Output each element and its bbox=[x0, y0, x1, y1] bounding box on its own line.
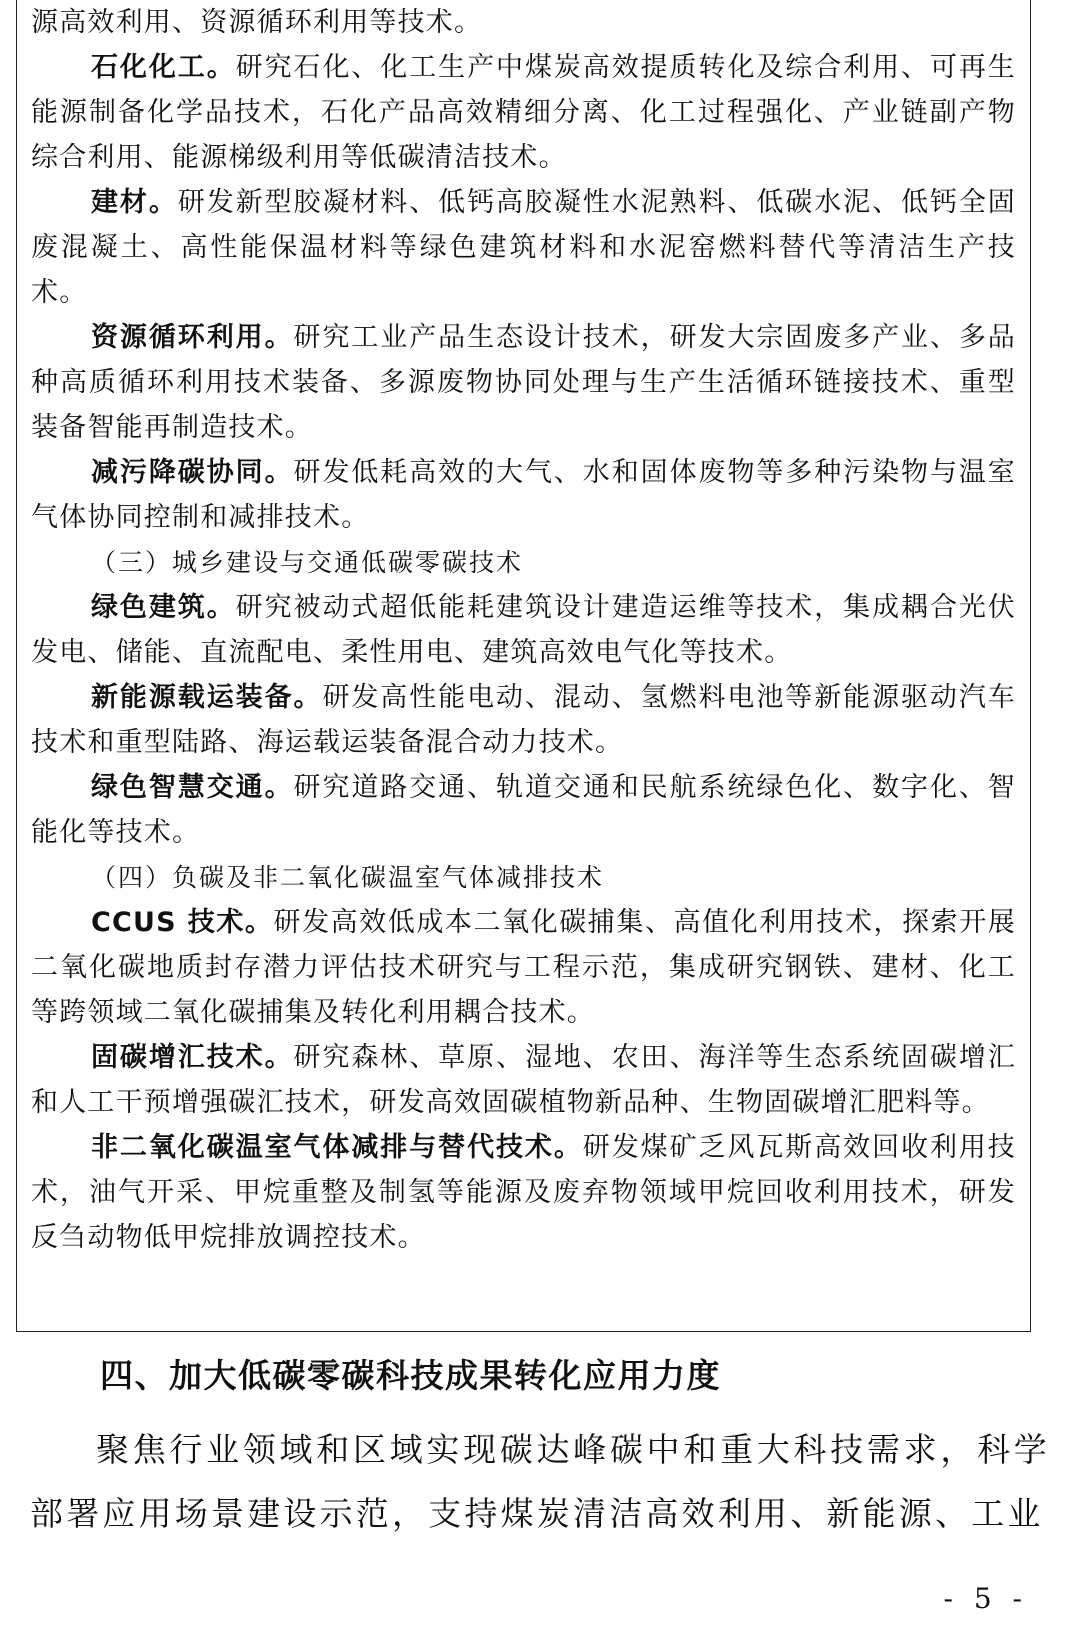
page-number: - 5 - bbox=[943, 1582, 1028, 1615]
paragraph-text: 研究被动式超低能耗建筑设计建造运维等技术，集成耦合光伏发电、储能、直流配电、柔性用电、建筑高效电气化等技术。 bbox=[31, 592, 1017, 668]
paragraph-smart-transport bbox=[31, 765, 1016, 855]
paragraph-pollution-carbon bbox=[31, 450, 1016, 540]
paragraph-new-energy-vehicles bbox=[31, 675, 1016, 765]
section-body: 聚焦行业领域和区域实现碳达峰碳中和重大科技需求，科学部署应用场景建设示范，支持煤炭清洁高效利用、新能源、工业 bbox=[30, 1430, 1050, 1533]
paragraph-petrochemical bbox=[31, 45, 1016, 180]
paragraph-title: 新能源载运装备。 bbox=[91, 682, 323, 713]
paragraph-text: 研发新型胶凝材料、低钙高胶凝性水泥熟料、低碳水泥、低钙全固废混凝土、高性能保温材料等绿色建筑材料和水泥窑燃料替代等清洁生产技术。 bbox=[31, 187, 1016, 308]
paragraph-text: 研究道路交通、轨道交通和民航系统绿色化、数字化、智能化等技术。 bbox=[31, 772, 1017, 848]
paragraph-ccus bbox=[31, 900, 1016, 1035]
paragraph-text: 研发低耗高效的大气、水和固体废物等多种污染物与温室气体协同控制和减排技术。 bbox=[31, 457, 1017, 533]
paragraph-title: 绿色智慧交通。 bbox=[91, 772, 294, 803]
paragraph-green-building bbox=[31, 585, 1016, 675]
paragraph-title: 石化化工。 bbox=[91, 52, 236, 83]
paragraph-text: 研究工业产品生态设计技术，研发大宗固废多产业、多品种高质循环利用技术装备、多源废物协同处理与生产生活循环链接技术、重型装备智能再制造技术。 bbox=[31, 322, 1017, 443]
paragraph-text: 研究石化、化工生产中煤炭高效提质转化及综合利用、可再生能源制备化学品技术，石化产品高效精细分离、化工过程强化、产业链副产物综合利用、能源梯级利用等低碳清洁技术。 bbox=[31, 52, 1017, 173]
paragraph-text: 研发煤矿乏风瓦斯高效回收利用技术，油气开采、甲烷重整及制氢等能源及废弃物领域甲烷回收利用技术，研发反刍动物低甲烷排放调控技术。 bbox=[31, 1132, 1016, 1253]
paragraph-title: 减污降碳协同。 bbox=[91, 457, 294, 488]
paragraph-building-materials bbox=[31, 180, 1016, 315]
paragraph-title: 资源循环利用。 bbox=[91, 322, 294, 353]
paragraph-carbon-sink bbox=[31, 1035, 1016, 1125]
paragraph-text: 研究森林、草原、湿地、农田、海洋等生态系统固碳增汇和人工干预增强碳汇技术，研发高效固碳植物新品种、生物固碳增汇肥料等。 bbox=[31, 1042, 1017, 1118]
paragraph-title: 固碳增汇技术。 bbox=[91, 1042, 294, 1073]
paragraph-text: 研发高效低成本二氧化碳捕集、高值化利用技术，探索开展二氧化碳地质封存潜力评估技术研究与工程示范，集成研究钢铁、建材、化工等跨领域二氧化碳捕集及转化利用耦合技术。 bbox=[31, 907, 1017, 1028]
subheading-urban-transport: （三）城乡建设与交通低碳零碳技术 bbox=[91, 548, 524, 577]
paragraph-title: CCUS 技术。 bbox=[91, 907, 274, 938]
paragraph-text: 研发高性能电动、混动、氢燃料电池等新能源驱动汽车技术和重型陆路、海运载运装备混合动力技术。 bbox=[31, 682, 1016, 758]
framed-text-box bbox=[16, 0, 1031, 1332]
paragraph-resource-recycling bbox=[31, 315, 1016, 450]
paragraph-non-co2 bbox=[31, 1125, 1016, 1260]
paragraph-title: 非二氧化碳温室气体减排与替代技术。 bbox=[91, 1132, 583, 1163]
paragraph-title: 绿色建筑。 bbox=[91, 592, 236, 623]
subheading-negative-carbon: （四）负碳及非二氧化碳温室气体减排技术 bbox=[91, 863, 605, 892]
section-heading: 四、加大低碳零碳科技成果转化应用力度 bbox=[100, 1356, 721, 1395]
paragraph-title: 建材。 bbox=[91, 187, 178, 218]
paragraph-continuation: 源高效利用、资源循环利用等技术。 bbox=[31, 7, 483, 38]
